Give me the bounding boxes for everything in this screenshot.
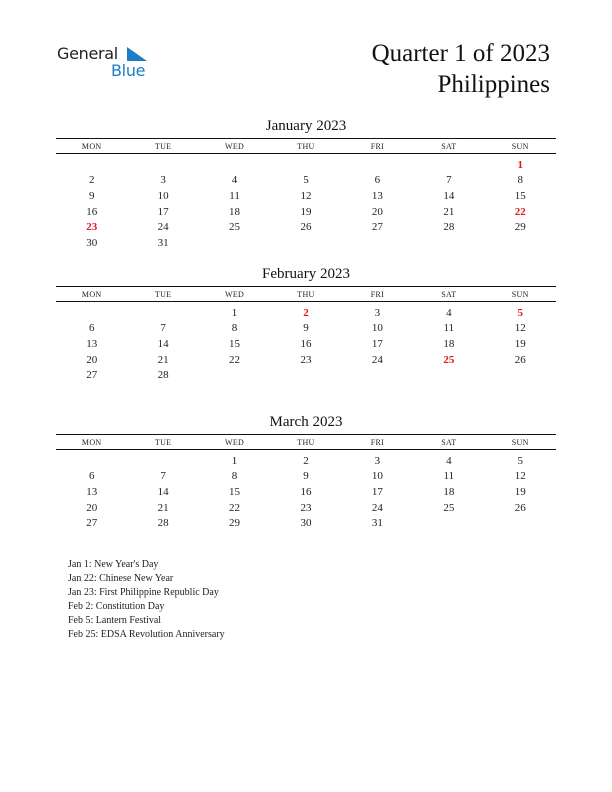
day-cell: 27 (371, 221, 383, 234)
day-cell: 27 (86, 369, 98, 382)
day-cell: 24 (157, 221, 169, 234)
day-cell: 21 (443, 205, 455, 218)
day-cell: 12 (514, 470, 526, 483)
day-cell: 18 (443, 485, 455, 498)
day-cell: 16 (300, 485, 312, 498)
week-row (56, 219, 556, 235)
week-row (56, 500, 556, 516)
day-cell: 8 (231, 470, 238, 483)
week-row (56, 336, 556, 352)
day-cell: 22 (229, 501, 241, 514)
weekday-label: THU (297, 141, 315, 151)
day-cell: 29 (229, 517, 241, 530)
day-cell: 4 (446, 306, 452, 319)
week-row (56, 188, 556, 204)
weekday-label: WED (224, 289, 245, 299)
holiday-list-item: Jan 22: Chinese New Year (68, 573, 174, 584)
day-cell: 13 (86, 337, 98, 350)
day-cell: 22 (229, 353, 241, 366)
day-cell: 24 (371, 353, 383, 366)
day-cell: 21 (157, 501, 169, 514)
weekday-label: MON (81, 437, 102, 447)
logo-word-blue: Blue (111, 61, 146, 80)
day-cell: 6 (88, 470, 95, 483)
day-cell: 15 (229, 337, 241, 350)
day-cell: 23 (300, 353, 312, 366)
holiday-list-item: Feb 2: Constitution Day (68, 601, 165, 612)
day-cell: 13 (86, 485, 98, 498)
day-cell: 3 (160, 174, 166, 187)
month-march (56, 412, 556, 531)
holiday-day-cell: 25 (443, 353, 455, 366)
day-cell: 11 (443, 470, 455, 483)
country-name: Philippines (437, 71, 550, 98)
week-row (56, 235, 556, 251)
page-title: Quarter 1 of 2023 (371, 40, 550, 67)
week-row (56, 204, 556, 220)
day-cell: 10 (371, 470, 383, 483)
day-cell: 11 (443, 322, 455, 335)
day-cell: 2 (88, 174, 95, 187)
holiday-day-cell: 2 (303, 306, 309, 319)
holiday-list (68, 558, 225, 642)
day-cell: 6 (88, 322, 95, 335)
weekday-label: SUN (511, 437, 529, 447)
week-row (56, 515, 556, 531)
day-cell: 25 (443, 501, 455, 514)
day-cell: 18 (443, 337, 455, 350)
weekday-header (56, 434, 556, 450)
weekday-label: SUN (511, 141, 529, 151)
day-cell: 30 (300, 517, 312, 530)
month-title: February 2023 (262, 266, 350, 282)
page-header (372, 38, 550, 100)
day-cell: 27 (86, 517, 98, 530)
day-cell: 9 (88, 189, 95, 202)
day-cell: 7 (160, 470, 166, 483)
day-cell: 26 (514, 501, 526, 514)
weekday-label: SUN (511, 289, 529, 299)
day-cell: 29 (514, 221, 526, 234)
day-cell: 4 (231, 174, 238, 187)
weekday-header (56, 138, 556, 154)
day-cell: 25 (229, 221, 241, 234)
weekday-label: TUE (154, 141, 172, 151)
week-row (56, 484, 556, 500)
weekday-label: THU (297, 437, 315, 447)
day-cell: 20 (371, 205, 383, 218)
day-cell: 28 (443, 221, 455, 234)
day-cell: 3 (374, 306, 381, 319)
day-cell: 23 (300, 501, 312, 514)
day-cell: 15 (514, 189, 526, 202)
holiday-day-cell: 5 (517, 306, 523, 319)
weekday-label: SAT (441, 289, 457, 299)
holiday-day-cell: 22 (514, 205, 526, 218)
day-cell: 5 (303, 174, 309, 187)
day-cell: 31 (157, 236, 169, 249)
weekday-label: SAT (441, 141, 457, 151)
day-cell: 31 (371, 517, 383, 530)
holiday-list-item: Jan 1: New Year's Day (68, 559, 159, 570)
day-cell: 30 (86, 236, 98, 249)
day-cell: 24 (371, 501, 383, 514)
holiday-day-cell: 23 (86, 221, 98, 234)
day-cell: 12 (514, 322, 526, 335)
weekday-label: SAT (441, 437, 457, 447)
day-cell: 26 (514, 353, 526, 366)
weekday-label: WED (224, 437, 245, 447)
day-cell: 12 (300, 189, 312, 202)
day-cell: 19 (300, 205, 312, 218)
day-cell: 6 (374, 174, 381, 187)
day-cell: 10 (157, 189, 169, 202)
week-row (56, 305, 556, 321)
day-cell: 9 (303, 322, 309, 335)
day-cell: 11 (229, 189, 240, 202)
weekday-label: FRI (370, 437, 385, 447)
day-cell: 28 (157, 517, 169, 530)
day-cell: 16 (86, 205, 98, 218)
day-cell: 19 (514, 337, 526, 350)
logo-triangle-icon (127, 47, 147, 61)
holiday-list-item: Jan 23: First Philippine Republic Day (68, 587, 219, 598)
day-cell: 19 (514, 485, 526, 498)
weekday-header (56, 286, 556, 302)
weekday-label: MON (81, 141, 102, 151)
day-cell: 20 (86, 501, 98, 514)
day-cell: 14 (157, 337, 169, 350)
week-row (56, 469, 556, 485)
day-cell: 28 (157, 369, 169, 382)
week-row (56, 367, 556, 383)
weekday-label: WED (224, 141, 245, 151)
day-cell: 17 (157, 205, 169, 218)
day-cell: 9 (303, 470, 309, 483)
holiday-list-item: Feb 25: EDSA Revolution Anniversary (68, 629, 225, 640)
week-row (56, 173, 556, 189)
day-cell: 8 (517, 174, 523, 187)
month-january (56, 116, 556, 251)
week-row (56, 157, 556, 173)
day-cell: 14 (157, 485, 169, 498)
month-february (56, 264, 556, 383)
day-cell: 18 (229, 205, 241, 218)
day-cell: 21 (157, 353, 169, 366)
week-row (56, 321, 556, 337)
day-cell: 14 (443, 189, 455, 202)
weekday-label: TUE (154, 437, 172, 447)
weekday-label: MON (81, 289, 102, 299)
week-row (56, 453, 556, 469)
day-cell: 1 (231, 306, 238, 319)
day-cell: 4 (446, 454, 452, 467)
day-cell: 20 (86, 353, 98, 366)
weekday-label: FRI (370, 141, 385, 151)
holiday-day-cell: 1 (517, 158, 523, 171)
day-cell: 26 (300, 221, 312, 234)
day-cell: 1 (231, 454, 238, 467)
month-title: January 2023 (265, 118, 347, 134)
logo-word-general: General (57, 44, 118, 63)
day-cell: 5 (517, 454, 523, 467)
day-cell: 15 (229, 485, 241, 498)
day-cell: 8 (231, 322, 238, 335)
holiday-list-item: Feb 5: Lantern Festival (68, 615, 162, 626)
day-cell: 2 (303, 454, 309, 467)
weekday-label: FRI (370, 289, 385, 299)
day-cell: 10 (371, 322, 383, 335)
day-cell: 13 (371, 189, 383, 202)
month-title: March 2023 (269, 414, 343, 430)
day-cell: 3 (374, 454, 381, 467)
week-row (56, 352, 556, 368)
day-cell: 7 (446, 174, 452, 187)
logo (57, 44, 157, 84)
weekday-label: THU (297, 289, 315, 299)
day-cell: 17 (371, 485, 383, 498)
weekday-label: TUE (154, 289, 172, 299)
day-cell: 17 (371, 337, 383, 350)
day-cell: 7 (160, 322, 166, 335)
day-cell: 16 (300, 337, 312, 350)
